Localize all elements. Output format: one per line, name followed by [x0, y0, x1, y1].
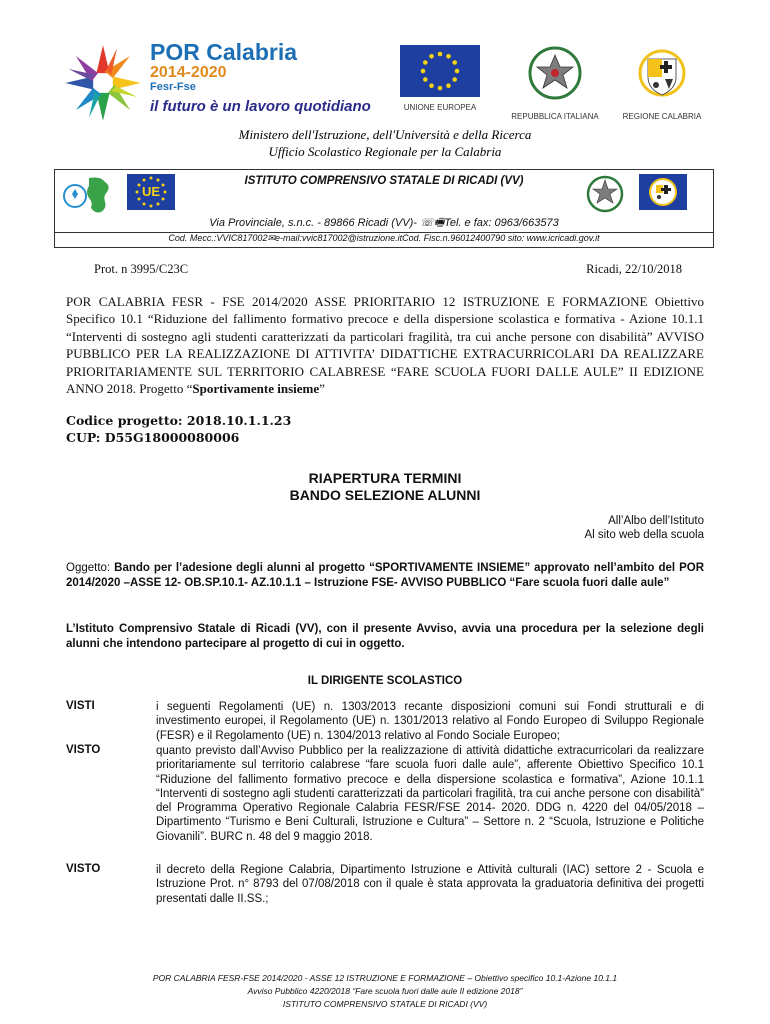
intro-text: POR CALABRIA FESR - FSE 2014/2020 ASSE PRIORITARIO 12 ISTRUZIONE E FORMAZIONE Obiettivo Specifico 10.1 “Riduzione del fallimento formativo precoce e della dispersione scolastica e formativa - Azione 10.1.1 “Interventi di sostegno agli studenti caratterizzati da particolari fragilità, tra cui anche persone con disabilità” AVVISO PUBBLICO PER LA REALIZZAZIONE DI ATTIVITA’ DIDATTICHE EXTRACURRICOLARI DA REALIZZARE PRIORITARIAMENTE SUL TERRITORIO CALABRESE “FARE SCUOLA FUORI DALLE AULE” II EDIZIONE ANNO 2018. Progetto “: [66, 294, 704, 397]
document-subtitle: BANDO SELEZIONE ALUNNI: [289, 487, 481, 503]
school-name: ISTITUTO COMPRENSIVO STATALE DI RICADI (VV): [244, 175, 524, 187]
eu-flag-icon: [400, 45, 480, 97]
por-star-icon: [62, 42, 144, 124]
eu-caption: UNIONE EUROPEA: [403, 103, 477, 112]
cup-code: CUP: D55G18000080006: [66, 429, 240, 445]
consideration-key: VISTI: [66, 700, 95, 712]
oggetto-label: Oggetto:: [66, 562, 115, 574]
oggetto-paragraph: [66, 561, 704, 590]
calabria-flag-icon: [639, 174, 687, 210]
school-address: Via Provinciale, s.n.c. - 89866 Ricadi (VV)- ☏🖷Tel. e fax: 0963/663573: [209, 217, 559, 229]
consideration-text: i seguenti Regolamenti (UE) n. 1303/2013 recante disposizioni comuni sui Fondi strutturali e di investimento europei, il Regolamento (UE) n. 1301/2013 relativo al Fondo Europeo di Sviluppo Regionale (FESR) e il Regolamento (UE) n. 1304/2013 relativo al Fondo Sociale Europeo;: [156, 701, 704, 742]
por-tagline: il futuro è un lavoro quotidiano: [150, 98, 371, 115]
recipient-website: Al sito web della scuola: [584, 529, 704, 541]
recipient-albo: All’Albo dell’Istituto: [608, 515, 704, 527]
announcement-paragraph: [66, 622, 704, 651]
ministry-title: Ministero dell'Istruzione, dell'Università e della Ricerca: [238, 127, 532, 142]
italian-republic-logo: [508, 45, 602, 121]
footer-line-3: ISTITUTO COMPRENSIVO STATALE DI RICADI (VV): [282, 999, 488, 1009]
document-title: RIAPERTURA TERMINI: [308, 470, 462, 486]
italian-emblem-icon: [527, 45, 583, 101]
por-fund: Fesr-Fse: [150, 81, 196, 93]
consideration-key: VISTO: [66, 744, 101, 756]
protocol-number: Prot. n 3995/C23C: [94, 262, 189, 276]
calabria-logo: [620, 45, 704, 121]
calabria-map-icon: [61, 174, 119, 216]
page-footer: [0, 972, 770, 1011]
project-codes: [66, 413, 291, 446]
por-title: POR Calabria: [150, 39, 297, 65]
consideration-key: VISTO: [66, 863, 101, 875]
calabria-coat-of-arms-icon: [638, 45, 686, 101]
school-codes: Cod. Mecc.:VVIC817002✉e-mail:vvic817002@istruzione.itCod. Fisc.n.96012400790 sito: www.icricadi.gov.it: [168, 233, 600, 243]
project-name: Sportivamente insieme: [192, 381, 320, 397]
por-calabria-logo: [62, 40, 382, 118]
eu-logo: [396, 45, 484, 112]
footer-line-2: Avviso Pubblico 4220/2018 “Fare scuola fuori dalle aule II edizione 2018”: [247, 986, 523, 996]
document-date: Ricadi, 22/10/2018: [586, 262, 682, 276]
consideration-text: il decreto della Regione Calabria, Dipartimento Istruzione e Attività culturali (IAC) settore 2 - Scuola e Istruzione Prot. n° 8793 del 07/08/2018 con il quale è stata approvata la graduatoria definitiva dei progetti presentati dalle II.SS.;: [156, 864, 704, 905]
ue-flag-icon: [127, 174, 175, 210]
italian-republic-caption: REPUBBLICA ITALIANA: [511, 112, 599, 121]
announcement-text: L’Istituto Comprensivo Statale di Ricadi (VV), con il presente Avviso, avvia una procedura per la selezione degli alunni che intendono partecipare al progetto di cui in oggetto.: [66, 623, 704, 650]
intro-paragraph: [66, 293, 704, 397]
por-years: 2014-2020: [150, 64, 227, 81]
italian-emblem-small-icon: [585, 174, 625, 214]
regional-office-title: Ufficio Scolastico Regionale per la Calabria: [268, 144, 502, 159]
dirigente-heading: IL DIRIGENTE SCOLASTICO: [307, 675, 463, 687]
ue-badge-text: UE: [141, 184, 161, 199]
footer-line-1: POR CALABRIA FESR-FSE 2014/2020 - ASSE 12 ISTRUZIONE E FORMAZIONE – Obiettivo specifico 10.1-Azione 10.1.1: [152, 973, 618, 983]
calabria-caption: REGIONE CALABRIA: [622, 112, 702, 121]
oggetto-text: Bando per l’adesione degli alunni al progetto “SPORTIVAMENTE INSIEME” approvato nell’ambito del POR 2014/2020 –ASSE 12- OB.SP.10.1- AZ.10.1.1 – Istruzione FSE- AVVISO PUBBLICO “Fare scuola fuori dalle aule”: [66, 562, 704, 589]
school-header-box: [54, 169, 714, 248]
intro-closing-quote: ”: [319, 381, 325, 397]
consideration-text: quanto previsto dall’Avviso Pubblico per la realizzazione di attività didattiche extracurricolari da realizzare prioritariamente sul territorio calabrese “fare scuola fuori dalle aule”, afferente Obiettivo Specifico 10.1 “Riduzione del fallimento formativo precoce e della dispersione scolastica e formativa”, Azione 10.1.1 “Interventi di sostegno agli studenti caratterizzati da particolari fragilità, tra cui anche persone con disabilità” del Programma Operativo Regionale Calabria FESR/FSE 2014- 2020. DDG n. 4220 del 04/05/2018 – Dipartimento “Turismo e Beni Culturali, Istruzione e Cultura” – Settore n. 2 “Scuola, Istruzione e Politiche Giovanili”. BURC n. 48 del 9 maggio 2018.: [156, 745, 704, 843]
project-code: Codice progetto: 2018.10.1.1.23: [66, 413, 292, 428]
